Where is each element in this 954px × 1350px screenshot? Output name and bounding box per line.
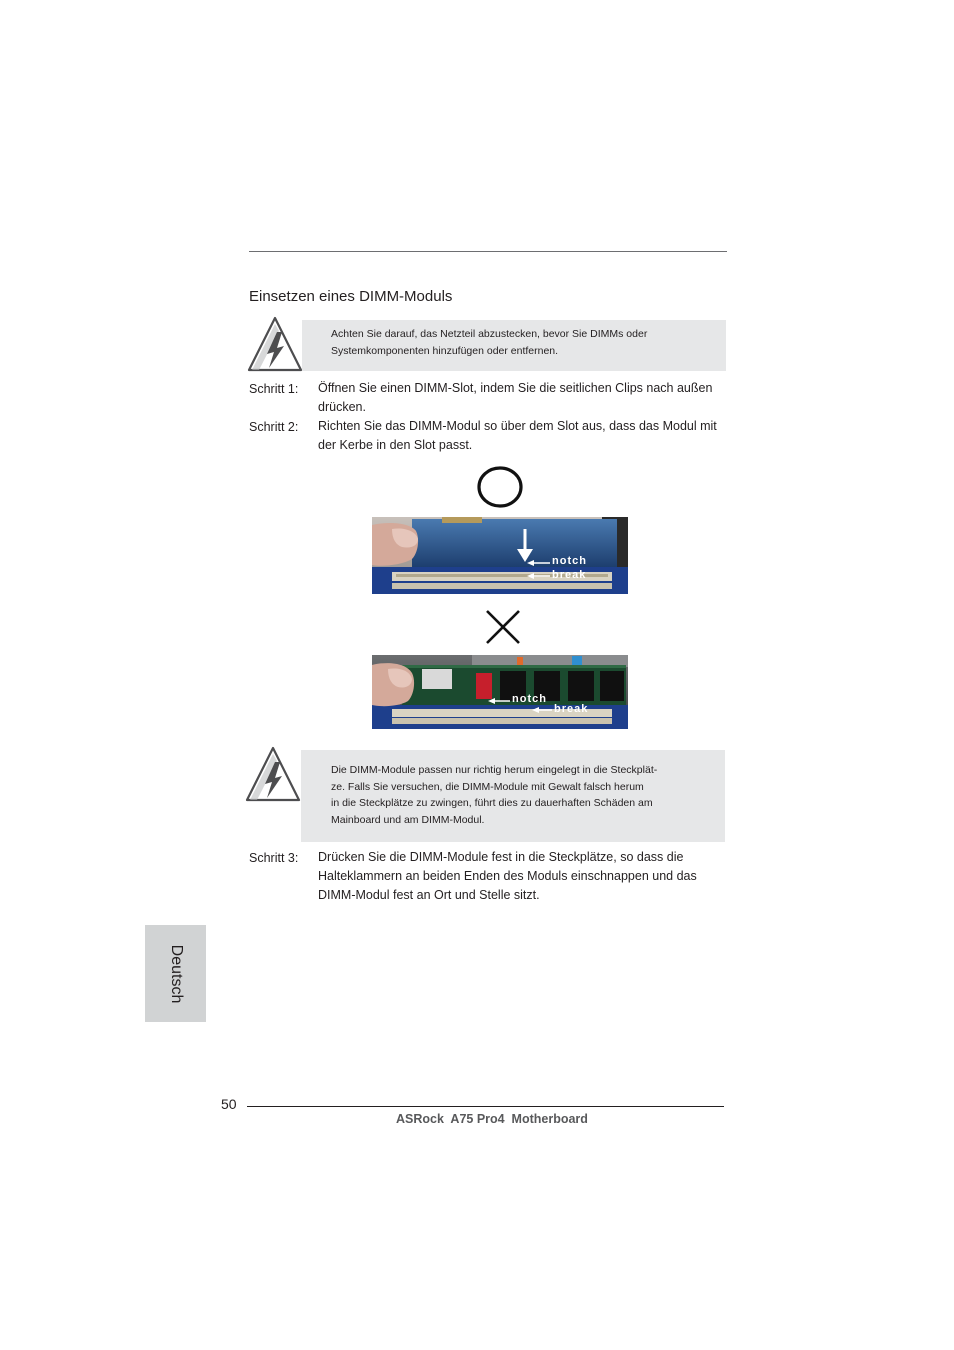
step-line: Halteklammern an beiden Enden des Moduls einschnappen und das — [318, 869, 697, 883]
step-text — [318, 379, 730, 417]
step-text — [318, 848, 730, 905]
warning-line: ze. Falls Sie versuchen, die DIMM-Module mit Gewalt falsch herum — [331, 780, 644, 793]
cross-icon — [484, 608, 522, 646]
step-line: drücken. — [318, 400, 366, 414]
footer-rule — [247, 1106, 724, 1107]
step-line: Drücken Sie die DIMM-Module fest in die Steckplätze, so dass die — [318, 850, 684, 864]
notch-label: notch — [552, 555, 587, 567]
dimm-photo-wrong — [372, 655, 628, 729]
warning-line: Systemkomponenten hinzufügen oder entfernen. — [331, 345, 559, 357]
warning-note-box — [301, 750, 725, 842]
page-number: 50 — [221, 1096, 237, 1112]
language-tab-label: Deutsch — [167, 944, 185, 1003]
warning-line: Mainboard und am DIMM-Modul. — [331, 813, 485, 826]
warning-icon — [245, 746, 301, 804]
step-label: Schritt 3: — [249, 851, 299, 865]
step-line: Öffnen Sie einen DIMM-Slot, indem Sie die seitlichen Clips nach außen — [318, 381, 713, 395]
break-label: break — [552, 569, 587, 581]
warning-lightning-icon — [247, 316, 303, 374]
step-label: Schritt 2: — [249, 420, 299, 434]
step-line: DIMM-Modul fest an Ort und Stelle sitzt. — [318, 888, 540, 902]
step-text — [318, 417, 730, 455]
language-tab — [145, 925, 206, 1022]
section-title: Einsetzen eines DIMM-Moduls — [249, 288, 453, 305]
circle-icon — [476, 464, 524, 510]
warning-line: Die DIMM-Module passen nur richtig herum eingelegt in die Steckplät- — [331, 764, 658, 776]
header-rule — [249, 251, 727, 252]
dimm-photo-correct — [372, 517, 628, 594]
warning-line: in die Steckplätze zu zwingen, führt dies zu dauerhaften Schäden am — [331, 797, 653, 809]
warning-note-box — [302, 320, 726, 371]
break-label: break — [554, 703, 589, 715]
step-label: Schritt 1: — [249, 382, 299, 396]
footer-title: ASRock A75 Pro4 Motherboard — [396, 1112, 588, 1126]
step-line: der Kerbe in den Slot passt. — [318, 438, 473, 452]
notch-label: notch — [512, 693, 547, 705]
warning-line: Achten Sie darauf, das Netzteil abzustecken, bevor Sie DIMMs oder — [331, 328, 648, 340]
warning-lightning-icon — [245, 746, 301, 804]
warning-icon — [247, 316, 303, 374]
step-line: Richten Sie das DIMM-Modul so über dem Slot aus, dass das Modul mit — [318, 419, 717, 433]
